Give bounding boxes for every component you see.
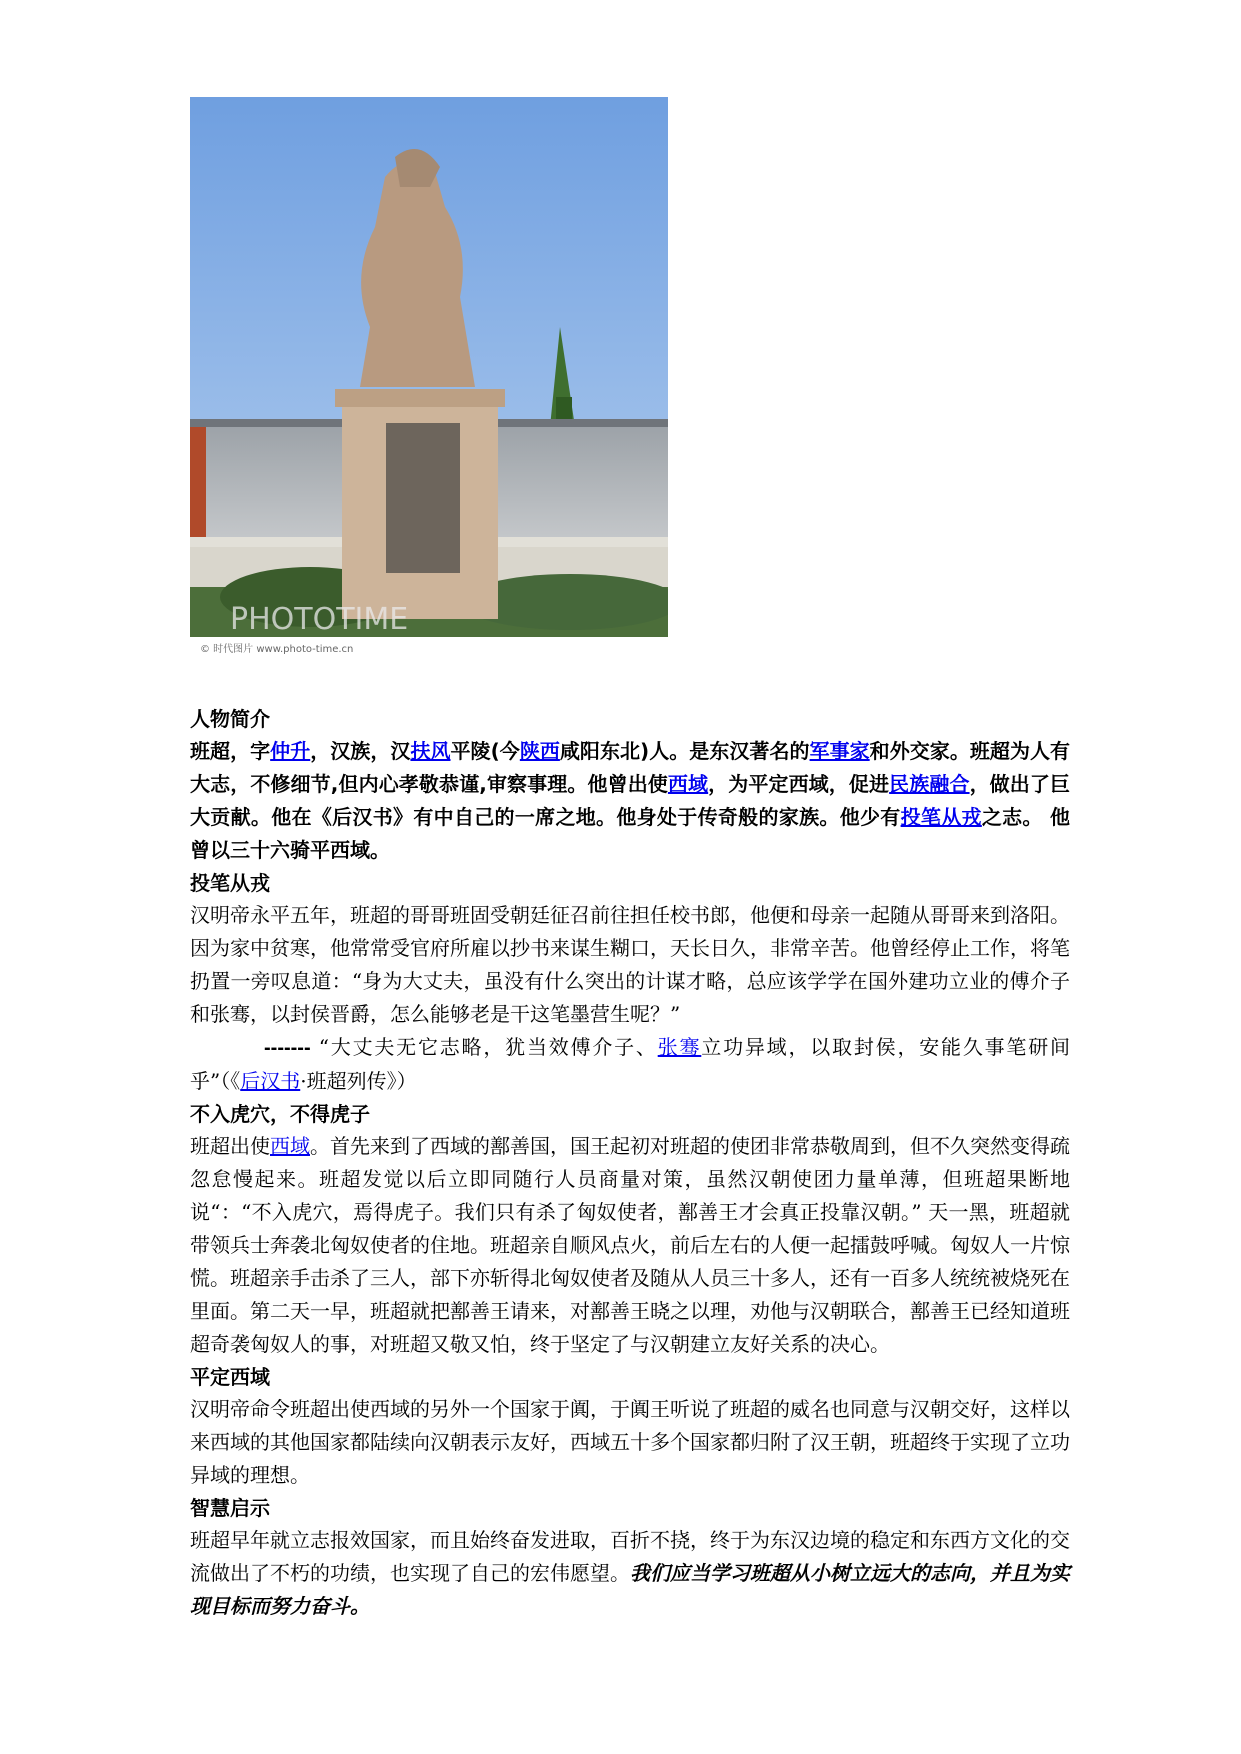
text: ，做出了巨大贡献。他在《后汉书》有中自己的一席之地。他身处于传奇般的家族。他少有 <box>190 772 1070 829</box>
paragraph-toubi: 汉明帝永平五年，班超的哥哥班固受朝廷征召前往担任校书郎，他便和母亲一起随从哥哥来到洛阳。因为家中贫寒，他常常受官府所雇以抄书来谋生糊口，天长日久，非常辛苦。他曾经停止工作，将笔扔置一旁叹息道：“身为大丈夫，虽没有什么突出的计谋才略，总应该学学在国外建功立业的傅介子和张骞，以封侯晋爵，怎么能够老是干这笔墨营生呢？” <box>190 903 1070 1026</box>
text: 班超，字 <box>190 739 271 763</box>
text: 之志。 他曾以三十六骑平西域。 <box>190 805 1071 862</box>
photo-watermark: PHOTOTIME <box>230 602 409 637</box>
paragraph-zhihui <box>190 1524 1070 1623</box>
heading-intro: 人物简介 <box>190 707 270 731</box>
text: ，为平定西域，促进 <box>708 772 890 796</box>
text: 平陵(今 <box>450 739 520 763</box>
article-body <box>190 703 1070 1623</box>
link-fufeng[interactable]: 扶风 <box>410 739 451 763</box>
text: “大丈夫无它志略，犹当效傅介子、 <box>310 1035 658 1059</box>
quote-dash: ------- <box>264 1037 311 1059</box>
statue-image <box>190 97 668 657</box>
paragraph-quote <box>190 1031 1070 1098</box>
link-toubicongrong[interactable]: 投笔从戎 <box>900 805 982 829</box>
text: 立功异域，以取封侯，安能久事笔研间乎”（《 <box>190 1035 1070 1093</box>
text: 。首先来到了西域的鄯善国，国王起初对班超的使团非常恭敬周到，但不久突然变得疏忽怠慢起来。班超发觉以后立即同随行人员商量对策，虽然汉朝使团力量单薄，但班超果断地说“：“不入虎穴，焉得虎子。我们只有杀了匈奴使者，鄯善王才会真正投靠汉朝。” 天一黑，班超就带领兵士奔袭北匈奴使者的住地。班超亲自顺风点火，前后左右的人便一起擂鼓呼喊。匈奴人一片惊慌。班超亲手击杀了三人，部下亦斩得北匈奴使者及随从人员三十多人，还有一百多人统统被烧死在里面。第二天一早，班超就把鄯善王请来，对鄯善王晓之以理，劝他与汉朝联合，鄯善王已经知道班超奇袭匈奴人的事，对班超又敬又怕，终于坚定了与汉朝建立友好关系的决心。 <box>190 1134 1070 1356</box>
text: 班超出使 <box>190 1134 270 1158</box>
emphasis-text: 我们应当学习班超从小树立远大的志向，并且为实现目标而努力奋斗。 <box>190 1561 1070 1618</box>
link-minzuronghe[interactable]: 民族融合 <box>889 772 970 796</box>
paragraph-pingding: 汉明帝命令班超出使西域的另外一个国家于阗，于阗王听说了班超的威名也同意与汉朝交好，这样以来西域的其他国家都陆续向汉朝表示友好，西域五十多个国家都归附了汉王朝，班超终于实现了立功异域的理想。 <box>190 1397 1070 1487</box>
link-xiyu-2[interactable]: 西域 <box>270 1134 310 1158</box>
heading-zhihui: 智慧启示 <box>190 1496 270 1520</box>
text: 咸阳东北)人。是东汉著名的 <box>559 739 810 763</box>
text: 班超早年就立志报效国家，而且始终奋发进取，百折不挠，终于为东汉边境的稳定和东西方文化的交流做出了不朽的功绩，也实现了自己的宏伟愿望。 <box>190 1528 1070 1585</box>
heading-buru: 不入虎穴，不得虎子 <box>190 1102 370 1126</box>
heading-toubi: 投笔从戎 <box>190 871 270 895</box>
statue-photo <box>190 97 668 657</box>
link-houhanshu[interactable]: 后汉书 <box>240 1069 301 1093</box>
link-xiyu[interactable]: 西域 <box>667 772 709 796</box>
photo-caption: © 时代图片 www.photo-time.cn <box>200 644 354 655</box>
link-junshijia[interactable]: 军事家 <box>809 739 870 763</box>
paragraph-intro <box>190 735 1070 867</box>
link-zhangqian[interactable]: 张骞 <box>657 1035 702 1059</box>
heading-pingding: 平定西域 <box>190 1365 270 1389</box>
link-shaanxi[interactable]: 陕西 <box>519 739 560 763</box>
link-zhongsheng[interactable]: 仲升 <box>270 739 311 763</box>
text: ，汉族，汉 <box>310 739 411 763</box>
text: ·班超列传》） <box>300 1069 417 1093</box>
paragraph-buru <box>190 1130 1070 1361</box>
text: 和外交家。班超为人有大志，不修细节,但内心孝敬恭谨,审察事理。他曾出使 <box>190 739 1071 796</box>
